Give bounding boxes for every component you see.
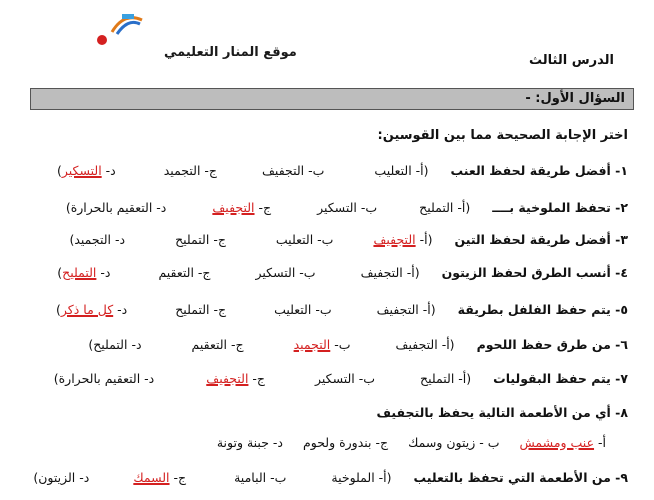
answer-option: د- التجميد) xyxy=(69,232,126,247)
answer-option: ج- بندورة ولحوم xyxy=(303,435,389,450)
answer-option: (أ- التمليح xyxy=(419,200,471,215)
instruction-text: اختر الإجابة الصحيحة مما بين القوسين: xyxy=(377,128,628,143)
question-stem: ٩- من الأطعمة التي تحفظ بالتعليب xyxy=(413,470,628,485)
answer-option: ب - زيتون وسمك xyxy=(408,435,500,450)
question-line xyxy=(377,405,628,420)
answer-option: ج- التمليح xyxy=(175,302,227,317)
question-line xyxy=(33,470,628,485)
answer-option: د- التعقيم بالحرارة) xyxy=(65,200,167,215)
question-stem: ٧- يتم حفظ البقوليات xyxy=(493,371,628,386)
question-line xyxy=(217,435,628,450)
question1-header-bar xyxy=(30,88,634,110)
answer-option: (أ- التجفيف xyxy=(376,302,436,317)
answer-option: (أ- الملوخية xyxy=(331,470,392,485)
answer-option: د- التسكير) xyxy=(57,163,116,178)
answer-option: ب- التسكير xyxy=(317,200,378,215)
answer-option: ب- التسكير xyxy=(255,265,316,280)
question-line xyxy=(66,200,628,215)
answer-option: ج- التمليح xyxy=(175,232,226,247)
answer-option: ب- التسكير xyxy=(315,371,376,386)
question-stem: ٨- أي من الأطعمة التالية يحفظ بالتجفيف xyxy=(376,405,628,420)
question-stem: ٦- من طرق حفظ اللحوم xyxy=(476,337,628,352)
answer-option: (أ- التجفيف xyxy=(395,337,455,352)
answer-option: (أ- التمليح xyxy=(420,371,472,386)
logo-emblem-icon xyxy=(42,10,297,66)
question-stem: ٣- أفضل طريقة لحفظ التين xyxy=(454,232,628,247)
answer-option: ب- البامية xyxy=(234,470,287,485)
question-stem: ٢- تحفظ الملوخية بــــ xyxy=(492,200,628,215)
answer-option: د- جبنة وتونة xyxy=(216,435,283,450)
question-line xyxy=(56,302,628,317)
question-line xyxy=(88,337,628,352)
question-line xyxy=(57,163,628,178)
answer-option: د- كل ما ذكر) xyxy=(55,302,128,317)
answer-option: د- التعقيم بالحرارة) xyxy=(53,371,155,386)
answer-option: د- الزيتون) xyxy=(33,470,90,485)
question-line xyxy=(69,232,628,247)
question-line xyxy=(57,265,628,280)
answer-option: ج- التعقيم xyxy=(158,265,211,280)
question-stem: ١- أفضل طريقة لحفظ العنب xyxy=(450,163,628,178)
answer-option: ج- التعقيم xyxy=(191,337,244,352)
answer-option: (أ- التجفيف xyxy=(360,265,420,280)
answer-option: (أ- التعليب xyxy=(374,163,429,178)
answer-option: ب- التعليب xyxy=(275,232,334,247)
question-stem: ٥- يتم حفظ الفلفل بطريقة xyxy=(457,302,628,317)
answer-option: ج- التجميد xyxy=(163,163,217,178)
answer-option: ج- السمك xyxy=(133,470,187,485)
answer-option: ج- التجفيف xyxy=(206,371,265,386)
question-line xyxy=(54,371,628,386)
question-stem: ٤- أنسب الطرق لحفظ الزيتون xyxy=(441,265,628,280)
answer-option: أ- عنب ومشمش xyxy=(519,435,606,450)
site-logo xyxy=(42,10,297,66)
answer-option: ج- التجفيف xyxy=(212,200,272,215)
answer-option: ب- التعليب xyxy=(274,302,332,317)
answer-option: د- التمليح) xyxy=(88,337,142,352)
logo-text: موقع المنار التعليمي xyxy=(164,45,297,60)
answer-option: (أ- التجفيف xyxy=(373,232,433,247)
answer-option: ب- التجفيف xyxy=(261,163,325,178)
answer-option: ب- التجميد xyxy=(293,337,351,352)
lesson-title: الدرس الثالث xyxy=(529,53,614,68)
question1-header: السؤال الأول: - xyxy=(525,91,625,106)
answer-option: د- التمليح) xyxy=(57,265,111,280)
